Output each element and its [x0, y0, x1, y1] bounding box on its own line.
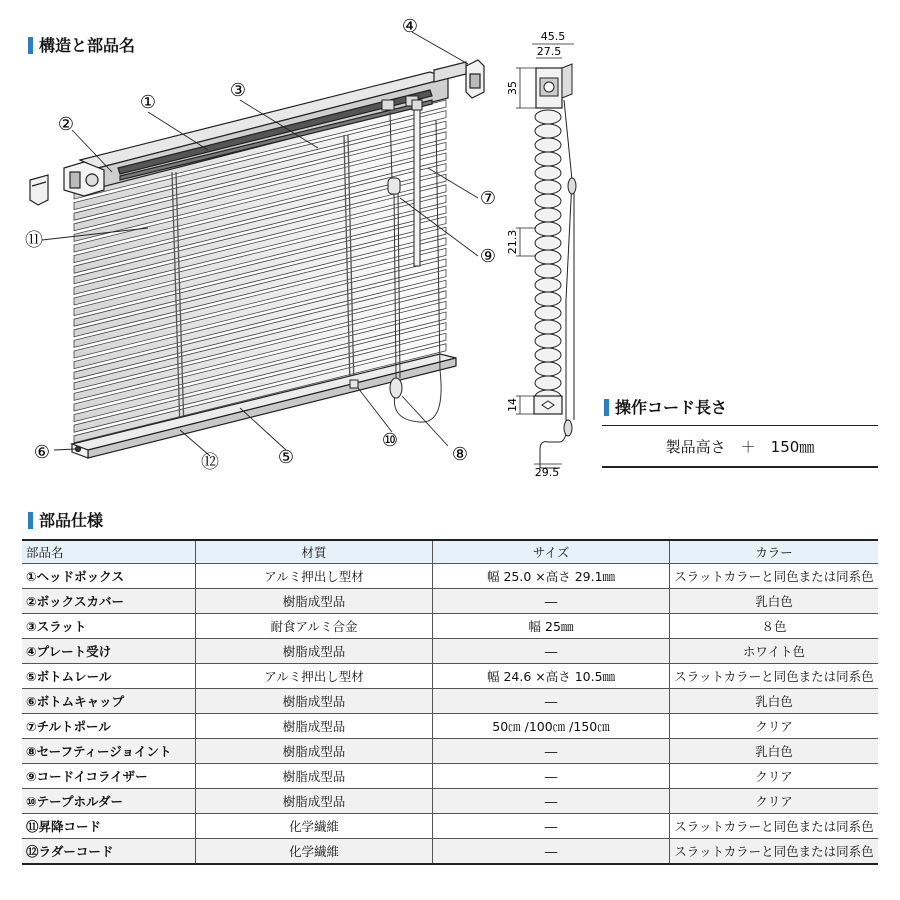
callout-11: ⑪	[25, 230, 43, 251]
material-cell: 樹脂成型品	[196, 589, 433, 614]
callout-8: ⑧	[451, 444, 469, 465]
callout-10: ⑩	[381, 430, 399, 451]
side-slat	[535, 138, 561, 152]
callout-6: ⑥	[33, 442, 51, 463]
side-slat	[535, 278, 561, 292]
side-slat	[535, 180, 561, 194]
tape-holder	[350, 380, 358, 388]
size-cell: 50㎝ /100㎝ /150㎝	[433, 714, 670, 739]
side-slat	[535, 362, 561, 376]
side-slat	[535, 124, 561, 138]
tilt-pole	[412, 100, 422, 266]
side-slat	[535, 152, 561, 166]
part-name-cell: ⑧セーフティージョイント	[22, 739, 196, 764]
material-cell: 樹脂成型品	[196, 714, 433, 739]
table-row	[22, 764, 878, 789]
part-name-cell: ⑦チルトポール	[22, 714, 196, 739]
part-name-cell: ⑫ラダーコード	[22, 839, 196, 865]
material-cell: 化学繊維	[196, 814, 433, 839]
dim-27-5: 27.5	[536, 45, 562, 58]
size-cell: ―	[433, 589, 670, 614]
callout-12: ⑫	[201, 452, 219, 473]
side-slat	[535, 250, 561, 264]
side-slat	[535, 348, 561, 362]
spec-title-text: 部品仕様	[39, 511, 104, 530]
table-header-row	[22, 540, 878, 564]
dim-35: 35	[506, 81, 519, 95]
dim-21-3: 21.3	[506, 229, 519, 255]
size-cell: ―	[433, 839, 670, 865]
part-name-cell: ⑥ボトムキャップ	[22, 689, 196, 714]
color-cell: 乳白色	[670, 689, 879, 714]
color-cell: ホワイト色	[670, 639, 879, 664]
side-view	[534, 64, 576, 468]
callout-2: ②	[57, 114, 75, 135]
color-cell: スラットカラーと同色または同系色	[670, 564, 879, 589]
size-cell: 幅 25.0 ×高さ 29.1㎜	[433, 564, 670, 589]
material-cell: アルミ押出し型材	[196, 664, 433, 689]
table-row	[22, 689, 878, 714]
cord-formula-text: 製品高さ ＋ 150㎜	[665, 437, 815, 456]
side-slat	[535, 320, 561, 334]
material-cell: 樹脂成型品	[196, 639, 433, 664]
callout-5: ⑤	[277, 447, 295, 468]
side-slat	[535, 264, 561, 278]
color-cell: 乳白色	[670, 589, 879, 614]
color-cell: スラットカラーと同色または同系色	[670, 839, 879, 865]
col-header-part: 部品名	[22, 540, 196, 564]
table-row	[22, 714, 878, 739]
color-cell: 乳白色	[670, 739, 879, 764]
dim-45-5: 45.5	[540, 30, 566, 43]
table-row	[22, 789, 878, 814]
cord-length-formula	[602, 425, 878, 468]
part-name-cell: ⑤ボトムレール	[22, 664, 196, 689]
title-accent-bar	[28, 512, 33, 529]
size-cell: 幅 24.6 ×高さ 10.5㎜	[433, 664, 670, 689]
structure-title-text: 構造と部品名	[39, 36, 136, 55]
side-slat	[535, 236, 561, 250]
size-cell: ―	[433, 689, 670, 714]
side-slat	[535, 110, 561, 124]
cord-title-text: 操作コード長さ	[615, 398, 728, 417]
spec-table	[22, 539, 878, 865]
size-cell: ―	[433, 789, 670, 814]
part-name-cell: ⑨コードイコライザー	[22, 764, 196, 789]
table-row	[22, 639, 878, 664]
material-cell: 樹脂成型品	[196, 764, 433, 789]
spec-section-title	[28, 511, 103, 531]
box-cover	[64, 162, 104, 196]
material-cell: 耐食アルミ合金	[196, 614, 433, 639]
size-cell: ―	[433, 814, 670, 839]
callout-3: ③	[229, 80, 247, 101]
callout-9: ⑨	[479, 246, 497, 267]
material-cell: 樹脂成型品	[196, 789, 433, 814]
dim-14: 14	[506, 398, 519, 412]
part-name-cell: ②ボックスカバー	[22, 589, 196, 614]
side-slat	[535, 292, 561, 306]
color-cell: スラットカラーと同色または同系色	[670, 814, 879, 839]
safety-joint	[390, 378, 402, 398]
material-cell: 化学繊維	[196, 839, 433, 865]
material-cell: 樹脂成型品	[196, 689, 433, 714]
table-row	[22, 664, 878, 689]
table-row	[22, 839, 878, 865]
size-cell: ―	[433, 764, 670, 789]
table-row	[22, 739, 878, 764]
side-slat	[535, 194, 561, 208]
part-name-cell: ③スラット	[22, 614, 196, 639]
callout-4: ④	[401, 16, 419, 37]
table-row	[22, 614, 878, 639]
part-name-cell: ⑪昇降コード	[22, 814, 196, 839]
dim-29-5: 29.5	[534, 466, 560, 479]
mounting-bracket-left	[30, 175, 48, 205]
side-slat	[535, 334, 561, 348]
color-cell: ８色	[670, 614, 879, 639]
size-cell: ―	[433, 739, 670, 764]
col-header-material: 材質	[196, 540, 433, 564]
side-slat	[535, 166, 561, 180]
table-row	[22, 564, 878, 589]
part-name-cell: ⑩テープホルダー	[22, 789, 196, 814]
size-cell: ―	[433, 639, 670, 664]
color-cell: クリア	[670, 764, 879, 789]
side-slat	[535, 306, 561, 320]
material-cell: アルミ押出し型材	[196, 564, 433, 589]
cord-equalizer	[388, 178, 400, 194]
color-cell: スラットカラーと同色または同系色	[670, 664, 879, 689]
size-cell: 幅 25㎜	[433, 614, 670, 639]
side-slat	[535, 208, 561, 222]
part-name-cell: ④プレート受け	[22, 639, 196, 664]
col-header-color: カラー	[670, 540, 879, 564]
side-slat	[535, 376, 561, 390]
color-cell: クリア	[670, 789, 879, 814]
table-row	[22, 814, 878, 839]
material-cell: 樹脂成型品	[196, 739, 433, 764]
table-row	[22, 589, 878, 614]
side-slat	[535, 222, 561, 236]
callout-7: ⑦	[479, 188, 497, 209]
callout-1: ①	[139, 92, 157, 113]
part-name-cell: ①ヘッドボックス	[22, 564, 196, 589]
col-header-size: サイズ	[433, 540, 670, 564]
color-cell: クリア	[670, 714, 879, 739]
